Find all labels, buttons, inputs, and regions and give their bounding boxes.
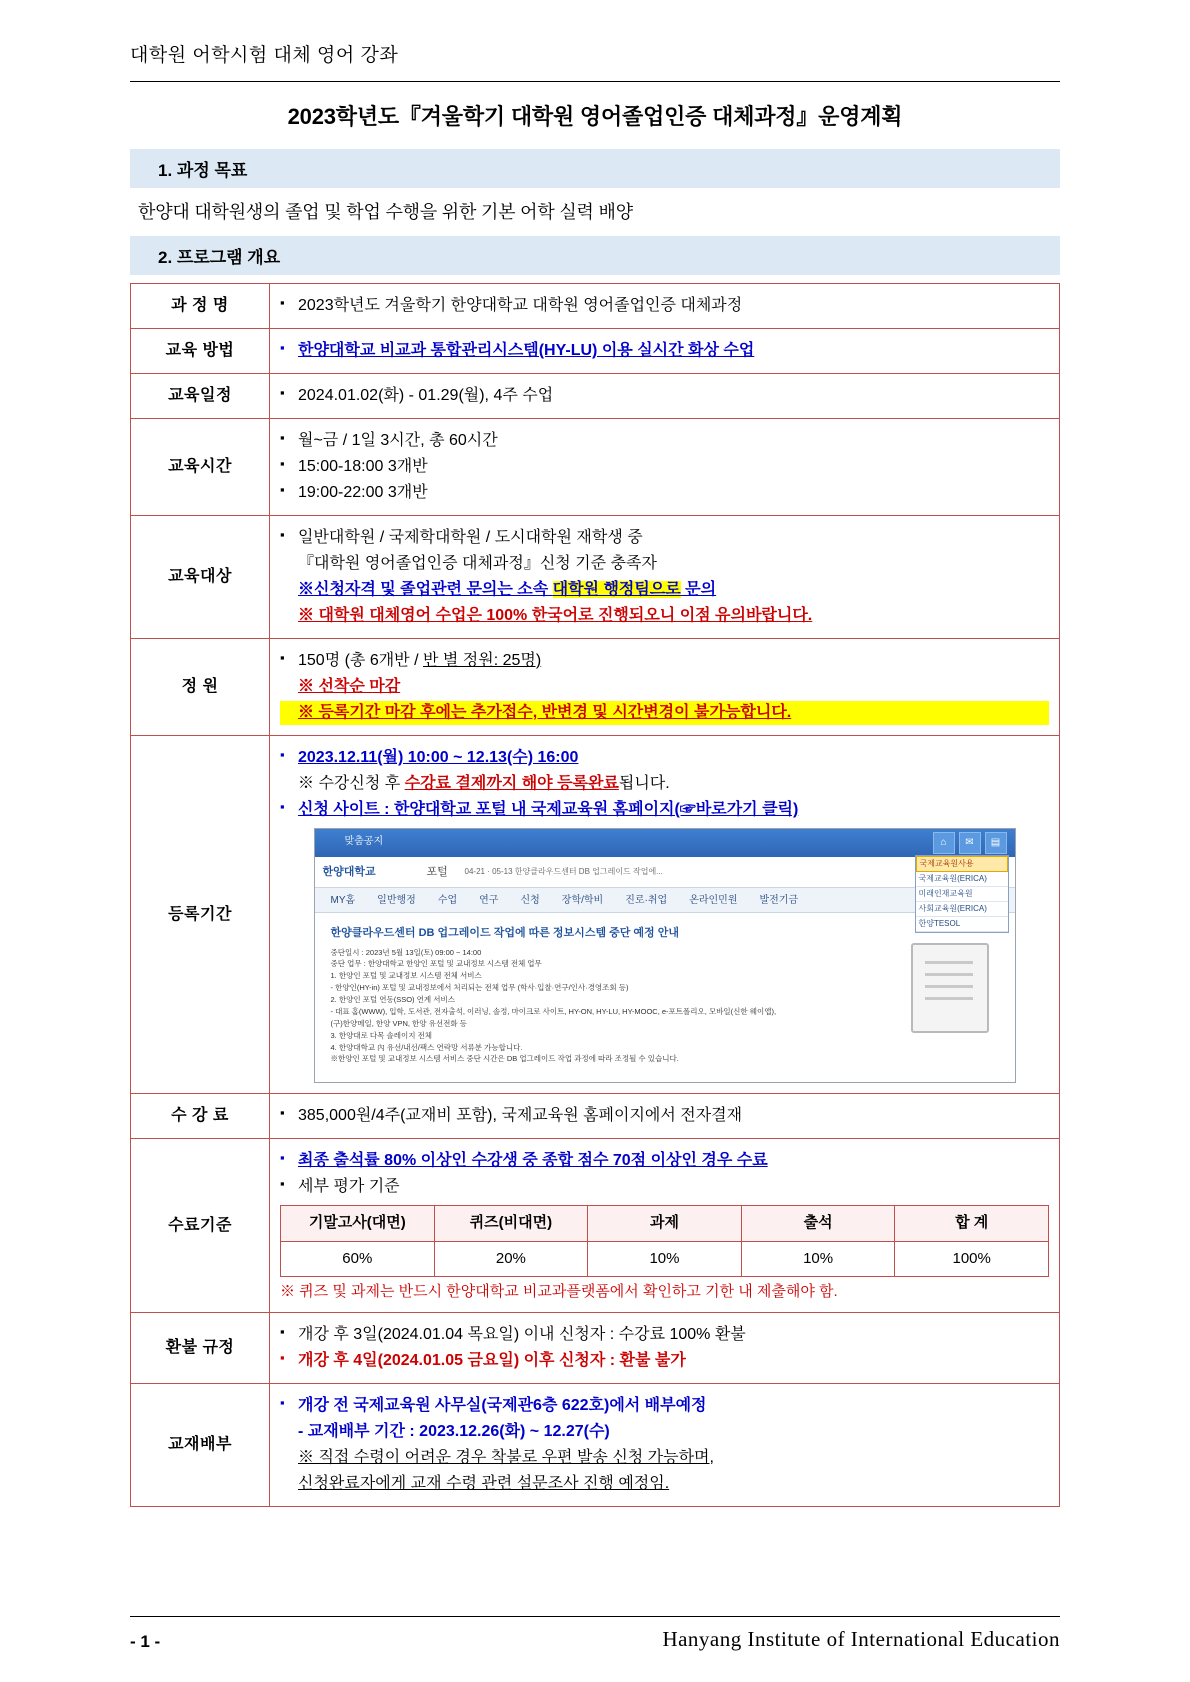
- schedule-text: ▪ 2024.01.02(화) - 01.29(월), 4주 수업: [280, 384, 1049, 408]
- refund-line-1: ▪ 개강 후 3일(2024.01.04 목요일) 이내 신청자 : 수강료 100% 환불: [280, 1323, 1049, 1347]
- program-overview-table: [130, 283, 1060, 1507]
- grading-header-1: 퀴즈(비대면): [434, 1206, 588, 1242]
- registration-note: [280, 772, 1049, 796]
- grading-value-row: [281, 1241, 1049, 1277]
- row-label-schedule: 교육일정: [131, 374, 270, 419]
- portal-nav-item-3[interactable]: 연구: [479, 894, 499, 906]
- row-label-completion: 수료기준: [131, 1139, 270, 1313]
- target-line-4: ※ 대학원 대체영어 수업은 100% 한국어로 진행되오니 이점 유의바랍니다.: [298, 607, 813, 624]
- registration-note-b: 됩니다.: [618, 775, 670, 792]
- portal-notice-line-3: - 한양인(HY-in) 포털 및 교내정보에서 처리되는 전체 업무 (학사·입찰·연구/인사·경영조회 등): [330, 983, 629, 993]
- grading-value-3: 10%: [741, 1241, 895, 1277]
- registration-note-highlight: 수강료 결제까지 해야 등록완료: [404, 775, 619, 792]
- portal-notice-line-7: 3. 한양대로 다목 솔레이지 전체: [330, 1030, 433, 1040]
- row-label-target: 교육대상: [131, 516, 270, 639]
- refund-line-2: ▪ 개강 후 4일(2024.01.05 금요일) 이후 신청자 : 환불 불가: [280, 1349, 1049, 1373]
- textbook-line-1: ▪ 개강 전 국제교육원 사무실(국제관6층 622호)에서 배부예정: [280, 1394, 1049, 1418]
- fee-text: ▪ 385,000원/4주(교재비 포함), 국제교육원 홈페이지에서 전자결재: [280, 1104, 1049, 1128]
- row-value-registration: [270, 736, 1060, 1094]
- target-line-3-a: ※신청자격 및 졸업관련 문의는 소속: [298, 581, 553, 598]
- portal-breadcrumb: 04-21 · 05-13 한양클라우드센터 DB 업그레이드 작업에...: [464, 867, 663, 876]
- registration-site: [280, 798, 1049, 822]
- hours-line-2: ▪ 15:00-18:00 3개반: [280, 455, 1049, 479]
- table-row-capacity: [131, 639, 1060, 736]
- grading-header-3: 출석: [741, 1206, 895, 1242]
- row-value-target: [270, 516, 1060, 639]
- dropdown-item-3[interactable]: 한양TESOL: [916, 917, 1008, 932]
- document-icon: [911, 943, 989, 1033]
- portal-logo: 한양대학교: [322, 866, 376, 878]
- completion-footnote: ※ 퀴즈 및 과제는 반드시 한양대학교 비교과플랫폼에서 확인하고 기한 내 제출해야 함.: [280, 1283, 838, 1301]
- dropdown-item-1[interactable]: 미래인재교육원: [916, 887, 1008, 902]
- portal-notice-tag: 맞춤공지: [344, 836, 384, 847]
- page-footer: [130, 1616, 1060, 1652]
- portal-screenshot: [314, 828, 1016, 1083]
- row-value-capacity: [270, 639, 1060, 736]
- grading-header-row: [281, 1206, 1049, 1242]
- row-label-refund: 환불 규정: [131, 1312, 270, 1383]
- row-label-method: 교육 방법: [131, 329, 270, 374]
- table-row-completion: [131, 1139, 1060, 1313]
- completion-line-2: ▪ 세부 평가 기준: [280, 1175, 1049, 1199]
- table-row-textbook: [131, 1383, 1060, 1506]
- registration-note-a: ※ 수강신청 후: [298, 775, 405, 792]
- table-row-fee: [131, 1094, 1060, 1139]
- grading-header-4: 합 계: [895, 1206, 1049, 1242]
- grading-value-1: 20%: [434, 1241, 588, 1277]
- home-icon[interactable]: ⌂: [933, 832, 955, 854]
- target-line-2: 『대학원 영어졸업인증 대체과정』신청 기준 충족자: [298, 555, 657, 572]
- portal-notice-line-10: ※한양인 포털 및 교내정보 시스템 서비스 중단 시간은 DB 업그레이드 작업 과정에 따라 조정될 수 있습니다.: [330, 1054, 679, 1064]
- grading-value-2: 10%: [588, 1241, 742, 1277]
- row-value-course-name: [270, 284, 1060, 329]
- row-label-course-name: 과 정 명: [131, 284, 270, 329]
- table-row-method: [131, 329, 1060, 374]
- portal-brand-row: [315, 857, 1015, 888]
- capacity-line-1-b: 반 별 정원: 25명): [422, 652, 542, 669]
- portal-notice-body: [315, 913, 1015, 1082]
- portal-notice-line-5: - 대표 홈(WWW), 입학, 도서관, 전자출석, 이러닝, 솔정, 마이크로 사이트, HY-ON, HY-LU, HY-MOOC, e-포트폴리오, 모바일(신한 웨이앱),: [330, 1006, 777, 1016]
- hours-line-1: ▪ 월~금 / 1일 3시간, 총 60시간: [280, 429, 1049, 453]
- target-line-1: ▪ 일반대학원 / 국제학대학원 / 도시대학원 재학생 중: [280, 526, 1049, 550]
- course-name-text: ▪ 2023학년도 겨울학기 한양대학교 대학원 영어졸업인증 대체과정: [280, 294, 1049, 318]
- registration-period: ▪ 2023.12.11(월) 10:00 ~ 12.13(수) 16:00: [280, 746, 1049, 770]
- row-value-fee: [270, 1094, 1060, 1139]
- grading-table: [280, 1205, 1049, 1277]
- dropdown-item-selected[interactable]: 국제교육원사용: [916, 856, 1008, 872]
- target-line-3-b: 문의: [680, 581, 717, 598]
- table-row-course-name: [131, 284, 1060, 329]
- grading-value-4: 100%: [895, 1241, 1049, 1277]
- capacity-line-1-a: 150명 (총 6개반 /: [298, 652, 423, 669]
- mail-icon[interactable]: ✉: [959, 832, 981, 854]
- portal-nav-item-6[interactable]: 진로·취업: [625, 894, 668, 906]
- portal-site-dropdown[interactable]: [915, 855, 1009, 933]
- row-value-schedule: [270, 374, 1060, 419]
- portal-notice-title: 한양클라우드센터 DB 업그레이드 작업에 따른 정보시스템 중단 예정 안내: [330, 927, 679, 939]
- row-value-method: [270, 329, 1060, 374]
- portal-notice-line-1: 중단 업무 : 한양대학교 한양인 포털 및 교내정보 시스템 전체 업무: [330, 959, 542, 969]
- textbook-line-3: ※ 직접 수령이 어려운 경우 착불로 우편 발송 신청 가능하며,: [298, 1448, 714, 1466]
- portal-nav-item-7[interactable]: 온라인민원: [689, 894, 738, 906]
- row-label-fee: 수 강 료: [131, 1094, 270, 1139]
- table-row-registration: [131, 736, 1060, 1094]
- portal-nav-item-5[interactable]: 장학/학비: [561, 894, 604, 906]
- portal-label: 포털: [426, 866, 448, 878]
- grading-value-0: 60%: [281, 1241, 435, 1277]
- registration-site-text: 신청 사이트 : 한양대학교 포털 내 국제교육원 홈페이지: [298, 801, 675, 818]
- textbook-line-4: 신청완료자에게 교재 수령 관련 설문조사 진행 예정임.: [298, 1474, 670, 1492]
- registration-site-link[interactable]: (☞바로가기 클릭): [674, 801, 799, 818]
- method-text: ▪ 한양대학교 비교과 통합관리시스템(HY-LU) 이용 실시간 화상 수업: [280, 339, 1049, 363]
- portal-nav-item-2[interactable]: 수업: [437, 894, 458, 906]
- portal-nav-item-1[interactable]: 일반행정: [377, 894, 416, 906]
- portal-nav-item-8[interactable]: 발전기금: [759, 894, 799, 906]
- section-1-heading: 1. 과정 목표: [130, 149, 1060, 188]
- page-number: - 1 -: [130, 1632, 161, 1651]
- portal-nav: [315, 888, 1015, 913]
- grading-header-0: 기말고사(대면): [281, 1206, 435, 1242]
- dropdown-item-2[interactable]: 사회교육원(ERICA): [916, 902, 1008, 917]
- portal-notice-line-2: 1. 한양인 포털 및 교내정보 시스템 전체 서비스: [330, 971, 482, 981]
- portal-nav-item-0[interactable]: MY홈: [330, 894, 356, 906]
- capacity-line-1: [280, 649, 1049, 673]
- hours-line-3: ▪ 19:00-22:00 3개반: [280, 481, 1049, 505]
- section-1-body: 한양대 대학원생의 졸업 및 학업 수행을 위한 기본 어학 실력 배양: [138, 202, 633, 222]
- row-label-registration: 등록기간: [131, 736, 270, 1094]
- table-row-hours: [131, 419, 1060, 516]
- capacity-line-3: ※ 등록기간 마감 후에는 추가접수, 반변경 및 시간변경이 불가능합니다.: [280, 701, 1049, 725]
- apps-icon[interactable]: ▤: [985, 832, 1007, 854]
- row-label-textbook: 교재배부: [131, 1383, 270, 1506]
- page-title: 2023학년도『겨울학기 대학원 영어졸업인증 대체과정』운영계획: [287, 104, 903, 129]
- dropdown-item-0[interactable]: 국제교육원(ERICA): [916, 872, 1008, 887]
- target-line-3: [280, 578, 1049, 602]
- running-head: 대학원 어학시험 대체 영어 강좌: [130, 40, 1060, 82]
- row-label-hours: 교육시간: [131, 419, 270, 516]
- section-2-heading: 2. 프로그램 개요: [130, 236, 1060, 275]
- portal-notice-line-4: 2. 한양인 포털 연동(SSO) 연계 서비스: [330, 995, 455, 1004]
- portal-notice-line-8: 4. 한양대학교 內 유선/내선/팩스 연락망 서류분 가능합니다.: [330, 1042, 523, 1052]
- institute-name: Hanyang Institute of International Education: [662, 1627, 1060, 1651]
- completion-line-1: ▪ 최종 출석률 80% 이상인 수강생 중 종합 점수 70점 이상인 경우 수료: [280, 1149, 1049, 1173]
- row-value-hours: [270, 419, 1060, 516]
- portal-nav-item-4[interactable]: 신청: [520, 894, 540, 906]
- row-value-textbook: [270, 1383, 1060, 1506]
- target-line-3-highlight: 대학원 행정팀으로: [552, 581, 681, 598]
- portal-top-icons: [933, 832, 1007, 854]
- table-row-target: [131, 516, 1060, 639]
- table-row-schedule: [131, 374, 1060, 419]
- row-label-capacity: 정 원: [131, 639, 270, 736]
- portal-notice-line-6: (구)한양메일, 한양 VPN, 한양 유선전화 등: [330, 1018, 467, 1028]
- capacity-line-2: ※ 선착순 마감: [298, 678, 401, 695]
- portal-notice-line-0: 중단일시 : 2023년 5월 13일(토) 09:00 ~ 14:00: [330, 947, 482, 957]
- row-value-refund: [270, 1312, 1060, 1383]
- table-row-refund: [131, 1312, 1060, 1383]
- grading-header-2: 과제: [588, 1206, 742, 1242]
- row-value-completion: [270, 1139, 1060, 1313]
- textbook-line-2: - 교재배부 기간 : 2023.12.26(화) ~ 12.27(수): [298, 1422, 610, 1440]
